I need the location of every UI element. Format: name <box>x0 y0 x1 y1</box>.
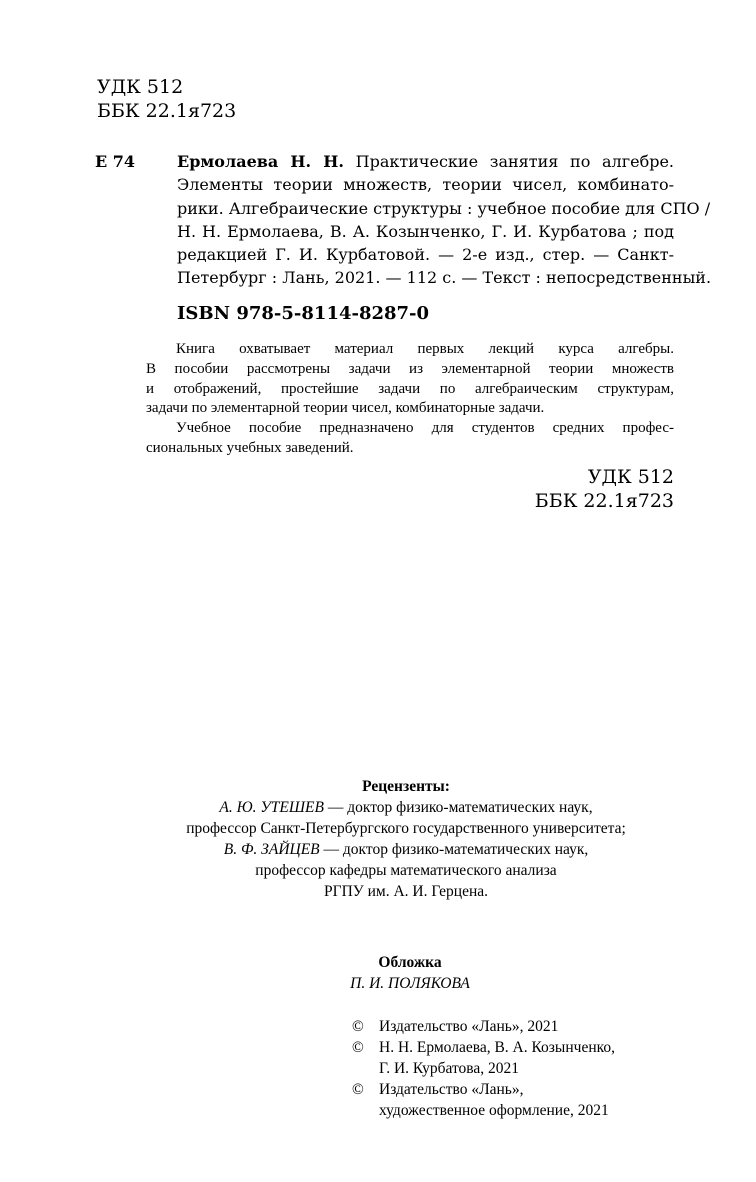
abstract-line: сиональных учебных заведений. <box>146 439 354 456</box>
isbn: ISBN 978-5-8114-8287-0 <box>177 303 430 324</box>
entry-line-4: Н. Н. Ермолаева, В. А. Козынченко, Г. И. Курбатова ; под <box>177 221 674 241</box>
abstract-line: и отображений, простейшие задачи по алгебраическим структурам, <box>146 380 674 397</box>
entry-title-start: Практические занятия по алгебре. <box>355 152 674 171</box>
copyright-line-2 <box>352 1037 615 1058</box>
reviewers-heading: Рецензенты: <box>362 778 450 795</box>
copyright-line-3 <box>352 1079 615 1100</box>
bibliographic-entry <box>177 150 712 290</box>
reviewer-2 <box>110 839 702 860</box>
reviewer-1-title: — доктор физико-математических наук, <box>324 799 593 816</box>
bbk-code-top: ББК 22.1я723 <box>97 100 237 122</box>
abstract-line: задачи по элементарной теории чисел, комбинаторные задачи. <box>146 400 545 417</box>
entry-line-2: Элементы теории множеств, теории чисел, комбинато- <box>177 175 674 195</box>
reviewer-2-title: — доктор физико-математических наук, <box>319 841 589 858</box>
author-mark: Е 74 <box>95 152 136 171</box>
entry-line-3: рики. Алгебраические структуры : учебное пособие для СПО / <box>177 198 711 218</box>
abstract-line: В пособии рассмотрены задачи из элементарной теории множеств <box>146 360 674 377</box>
reviewer-2-position: профессор кафедры математического анализа <box>255 862 557 879</box>
cover-designer: П. И. ПОЛЯКОВА <box>350 975 470 992</box>
cover-credit <box>260 952 560 994</box>
reviewer-1-position: профессор Санкт-Петербургского государственного университета; <box>186 820 626 837</box>
abstract-line: Книга охватывает материал первых лекций курса алгебры. <box>176 341 674 357</box>
copyright-line-3-cont: художественное оформление, 2021 <box>379 1102 609 1119</box>
reviewer-2-affiliation: РГПУ им. А. И. Герцена. <box>324 883 488 900</box>
entry-author: Ермолаева Н. Н. <box>177 152 344 171</box>
entry-line-6: Петербург : Лань, 2021. — 112 с. — Текст : непосредственный. <box>177 268 712 288</box>
reviewer-1 <box>110 797 702 818</box>
reviewer-2-name: В. Ф. ЗАЙЦЕВ <box>223 841 320 858</box>
abstract-line: Учебное пособие предназначено для студентов средних профес- <box>176 420 674 437</box>
entry-line-5: редакцией Г. И. Курбатовой. — 2-е изд., стер. — Санкт- <box>177 245 674 265</box>
bbk-code-bottom: ББК 22.1я723 <box>534 490 674 512</box>
copyright-block <box>352 1016 615 1121</box>
copyright-text: Издательство «Лань», <box>379 1081 524 1098</box>
copyright-line-1 <box>352 1016 615 1037</box>
udk-code-bottom: УДК 512 <box>587 466 674 488</box>
abstract <box>146 340 674 459</box>
reviewers-block <box>110 776 702 902</box>
cover-heading: Обложка <box>378 954 442 971</box>
copyright-icon: © <box>352 1039 364 1056</box>
copyright-icon: © <box>352 1018 364 1035</box>
reviewer-1-name: А. Ю. УТЕШЕВ <box>219 799 324 816</box>
copyright-icon: © <box>352 1081 364 1098</box>
entry-line-1 <box>177 150 674 173</box>
copyright-line-2-cont: Г. И. Курбатова, 2021 <box>379 1060 520 1077</box>
copyright-text: Н. Н. Ермолаева, В. А. Козынченко, <box>379 1039 615 1056</box>
copyright-text: Издательство «Лань», 2021 <box>379 1018 559 1035</box>
udk-code-top: УДК 512 <box>97 76 184 98</box>
